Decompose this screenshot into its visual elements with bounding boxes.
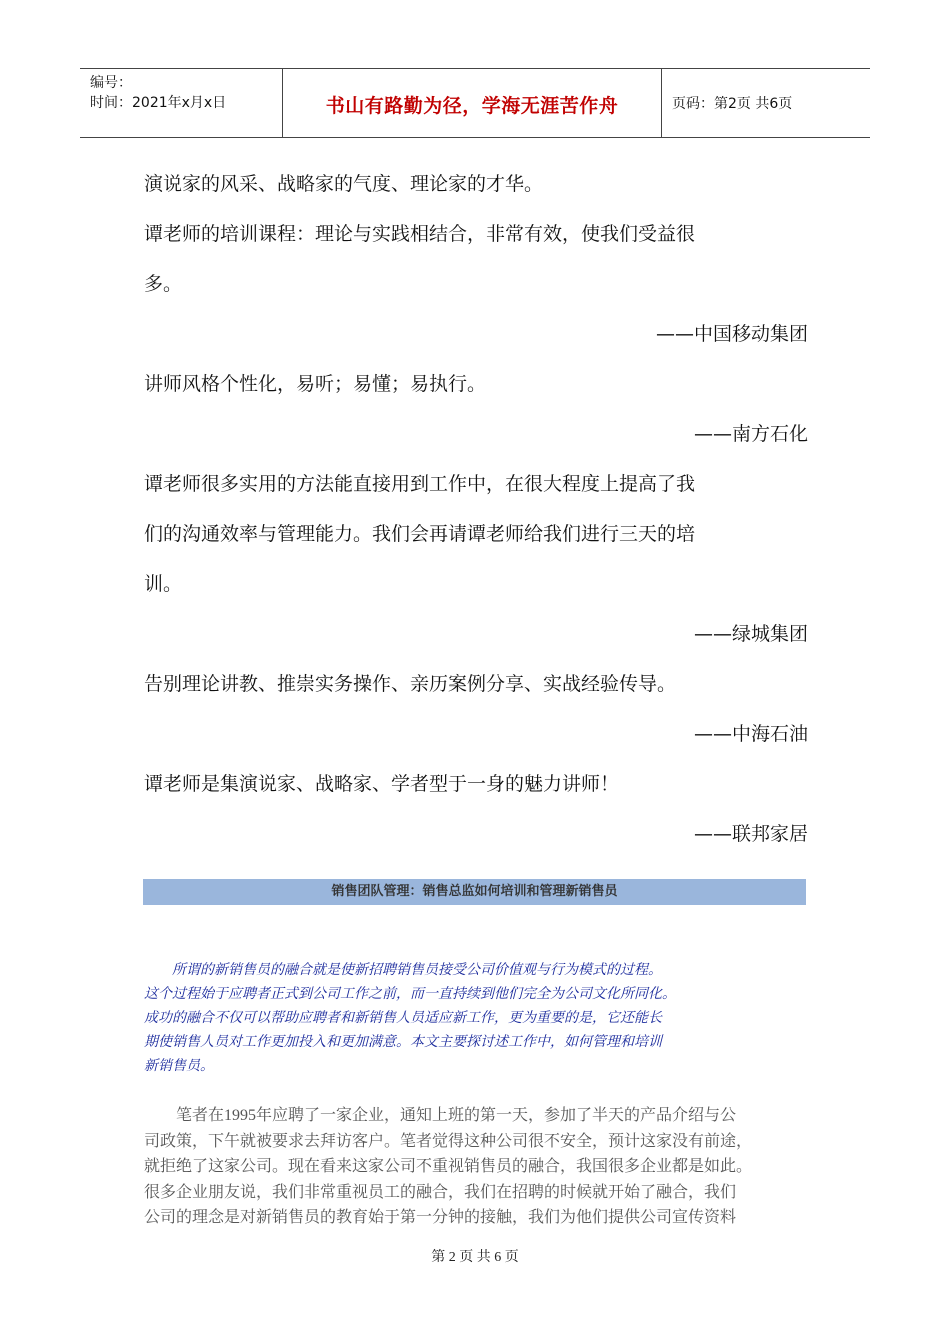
testimonial-source: ——中国移动集团 xyxy=(655,323,808,345)
testimonial-line: 演说家的风采、战略家的气度、理论家的才华。 xyxy=(144,173,544,195)
page-header xyxy=(80,68,870,138)
page-footer: 第 2 页 共 6 页 xyxy=(431,1250,519,1265)
intro-line: 期使销售人员对工作更加投入和更加满意。本文主要探讨述工作中，如何管理和培训 xyxy=(144,1034,662,1050)
testimonial-line: 们的沟通效率与管理能力。我们会再请谭老师给我们进行三天的培 xyxy=(144,523,696,545)
header-meta xyxy=(80,69,282,137)
testimonial-source: ——绿城集团 xyxy=(693,623,808,645)
testimonials-section xyxy=(144,159,808,859)
doc-number-label: 编号： xyxy=(90,75,132,91)
intro-line: 新销售员。 xyxy=(144,1058,214,1074)
testimonial-source: ——中海石油 xyxy=(693,723,808,745)
article-paragraph xyxy=(144,1103,808,1231)
testimonial-line: 多。 xyxy=(144,273,183,295)
doc-time-label: 时间：2021年x月x日 xyxy=(90,95,227,111)
article-intro xyxy=(144,958,808,1078)
testimonial-line: 告别理论讲教、推崇实务操作、亲历案例分享、实战经验传导。 xyxy=(144,673,677,695)
intro-line: 所谓的新销售员的融合就是使新招聘销售员接受公司价值观与行为模式的过程。 xyxy=(144,962,662,978)
paragraph-line: 公司的理念是对新销售员的教育始于第一分钟的接触，我们为他们提供公司宣传资料 xyxy=(144,1209,737,1226)
paragraph-line: 就拒绝了这家公司。现在看来这家公司不重视销售员的融合，我国很多企业都是如此。 xyxy=(144,1158,753,1175)
paragraph-line: 很多企业朋友说，我们非常重视员工的融合，我们在招聘的时候就开始了融合，我们 xyxy=(144,1183,737,1201)
testimonial-line: 训。 xyxy=(144,573,183,595)
testimonial-line: 讲师风格个性化，易听；易懂；易执行。 xyxy=(144,373,487,395)
testimonial-line: 谭老师是集演说家、战略家、学者型于一身的魅力讲师！ xyxy=(144,773,620,795)
header-page-info: 页码：第2页 共6页 xyxy=(672,96,793,112)
article-title-banner: 销售团队管理：销售总监如何培训和管理新销售员 xyxy=(143,879,806,905)
header-page-cell xyxy=(660,69,870,137)
testimonial-source: ——联邦家居 xyxy=(693,823,808,845)
header-motto: 书山有路勤为径，学海无涯苦作舟 xyxy=(325,95,619,117)
testimonial-source: ——南方石化 xyxy=(693,423,808,445)
header-motto-cell xyxy=(282,69,662,137)
intro-line: 成功的融合不仅可以帮助应聘者和新销售人员适应新工作，更为重要的是，它还能长 xyxy=(144,1010,662,1026)
testimonial-line: 谭老师很多实用的方法能直接用到工作中，在很大程度上提高了我 xyxy=(144,473,696,495)
intro-line: 这个过程始于应聘者正式到公司工作之前，而一直持续到他们完全为公司文化所同化。 xyxy=(144,986,676,1002)
paragraph-line: 笔者在1995年应聘了一家企业，通知上班的第一天，参加了半天的产品介绍与公 xyxy=(144,1107,737,1124)
testimonial-line: 谭老师的培训课程：理论与实践相结合，非常有效，使我们受益很 xyxy=(144,223,696,245)
paragraph-line: 司政策，下午就被要求去拜访客户。笔者觉得这种公司很不安全，预计这家没有前途， xyxy=(144,1132,753,1150)
